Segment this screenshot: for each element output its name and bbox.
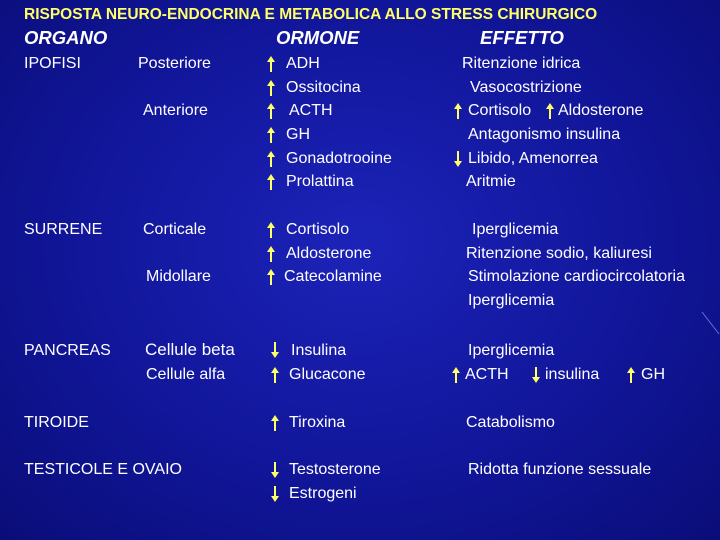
effect-antagonismo-insulina: Antagonismo insulina	[468, 126, 621, 143]
effect-acth: ACTH	[465, 366, 509, 383]
effect-catabolismo: Catabolismo	[466, 414, 555, 431]
arrow-up-icon	[270, 414, 280, 432]
arrow-up-icon	[266, 150, 276, 168]
organ-tiroide: TIROIDE	[24, 414, 89, 431]
arrow-up-icon	[266, 245, 276, 263]
sublabel-cellule-alfa: Cellule alfa	[146, 366, 226, 383]
arrow-up-icon	[266, 268, 276, 286]
hormone-insulina: Insulina	[291, 342, 347, 359]
arrow-up-icon	[453, 102, 463, 120]
effect-gh: GH	[641, 366, 665, 383]
arrow-up-icon	[266, 55, 276, 73]
hormone-estrogeni: Estrogeni	[289, 485, 357, 502]
arrow-up-icon	[266, 173, 276, 191]
arrow-down-icon	[453, 150, 463, 168]
organ-ipofisi: IPOFISI	[24, 55, 81, 72]
effect-libido-amenorrea: Libido, Amenorrea	[468, 150, 598, 167]
effect-iperglicemia: Iperglicemia	[472, 221, 559, 238]
effect-iperglicemia: Iperglicemia	[468, 292, 555, 309]
header-effetto: EFFETTO	[480, 27, 564, 48]
hormone-prolattina: Prolattina	[286, 173, 354, 190]
hormone-aldosterone: Aldosterone	[286, 245, 372, 262]
arrow-up-icon	[266, 102, 276, 120]
hormone-catecolamine: Catecolamine	[284, 268, 382, 285]
sublabel-midollare: Midollare	[146, 268, 211, 285]
hormone-ossitocina: Ossitocina	[286, 79, 361, 96]
arrow-up-icon	[270, 366, 280, 384]
effect-iperglicemia: Iperglicemia	[468, 342, 555, 359]
effect-stimolazione-cardiocircolatoria: Stimolazione cardiocircolatoria	[468, 268, 685, 285]
hormone-adh: ADH	[286, 55, 320, 72]
effect-aritmie: Aritmie	[466, 173, 516, 190]
effect-ridotta-funzione-sessuale: Ridotta funzione sessuale	[468, 461, 652, 478]
slide-title: RISPOSTA NEURO-ENDOCRINA E METABOLICA ALLO STRESS CHIRURGICO	[24, 6, 598, 23]
arrow-down-icon	[270, 485, 280, 503]
effect-ritenzione-sodio: Ritenzione sodio, kaliuresi	[466, 245, 652, 262]
hormone-gh: GH	[286, 126, 310, 143]
hormone-acth: ACTH	[289, 102, 333, 119]
sublabel-corticale: Corticale	[143, 221, 207, 238]
arrow-down-icon	[531, 366, 541, 384]
effect-insulina: insulina	[545, 366, 600, 383]
sublabel-posteriore: Posteriore	[138, 55, 211, 72]
decorative-line	[700, 310, 720, 340]
arrow-up-icon	[266, 126, 276, 144]
arrow-up-icon	[451, 366, 461, 384]
effect-aldosterone: Aldosterone	[558, 102, 644, 119]
hormone-tiroxina: Tiroxina	[289, 414, 346, 431]
arrow-down-icon	[270, 341, 280, 359]
effect-ritenzione-idrica: Ritenzione idrica	[462, 55, 581, 72]
effect-vasocostrizione: Vasocostrizione	[470, 79, 582, 96]
sublabel-cellule-beta: Cellule beta	[145, 340, 235, 359]
organ-pancreas: PANCREAS	[24, 342, 111, 359]
arrow-up-icon	[545, 102, 555, 120]
arrow-down-icon	[270, 461, 280, 479]
hormone-gonadotropine: Gonadotrooine	[286, 150, 392, 167]
arrow-up-icon	[266, 79, 276, 97]
header-ormone: ORMONE	[276, 27, 360, 48]
sublabel-anteriore: Anteriore	[143, 102, 208, 119]
arrow-up-icon	[626, 366, 636, 384]
effect-cortisolo: Cortisolo	[468, 102, 532, 119]
organ-surrene: SURRENE	[24, 221, 103, 238]
header-organo: ORGANO	[24, 27, 108, 48]
hormone-glucacone: Glucacone	[289, 366, 366, 383]
hormone-testosterone: Testosterone	[289, 461, 381, 478]
organ-testicole-ovaio: TESTICOLE E OVAIO	[24, 461, 182, 478]
hormone-cortisolo: Cortisolo	[286, 221, 350, 238]
arrow-up-icon	[266, 221, 276, 239]
